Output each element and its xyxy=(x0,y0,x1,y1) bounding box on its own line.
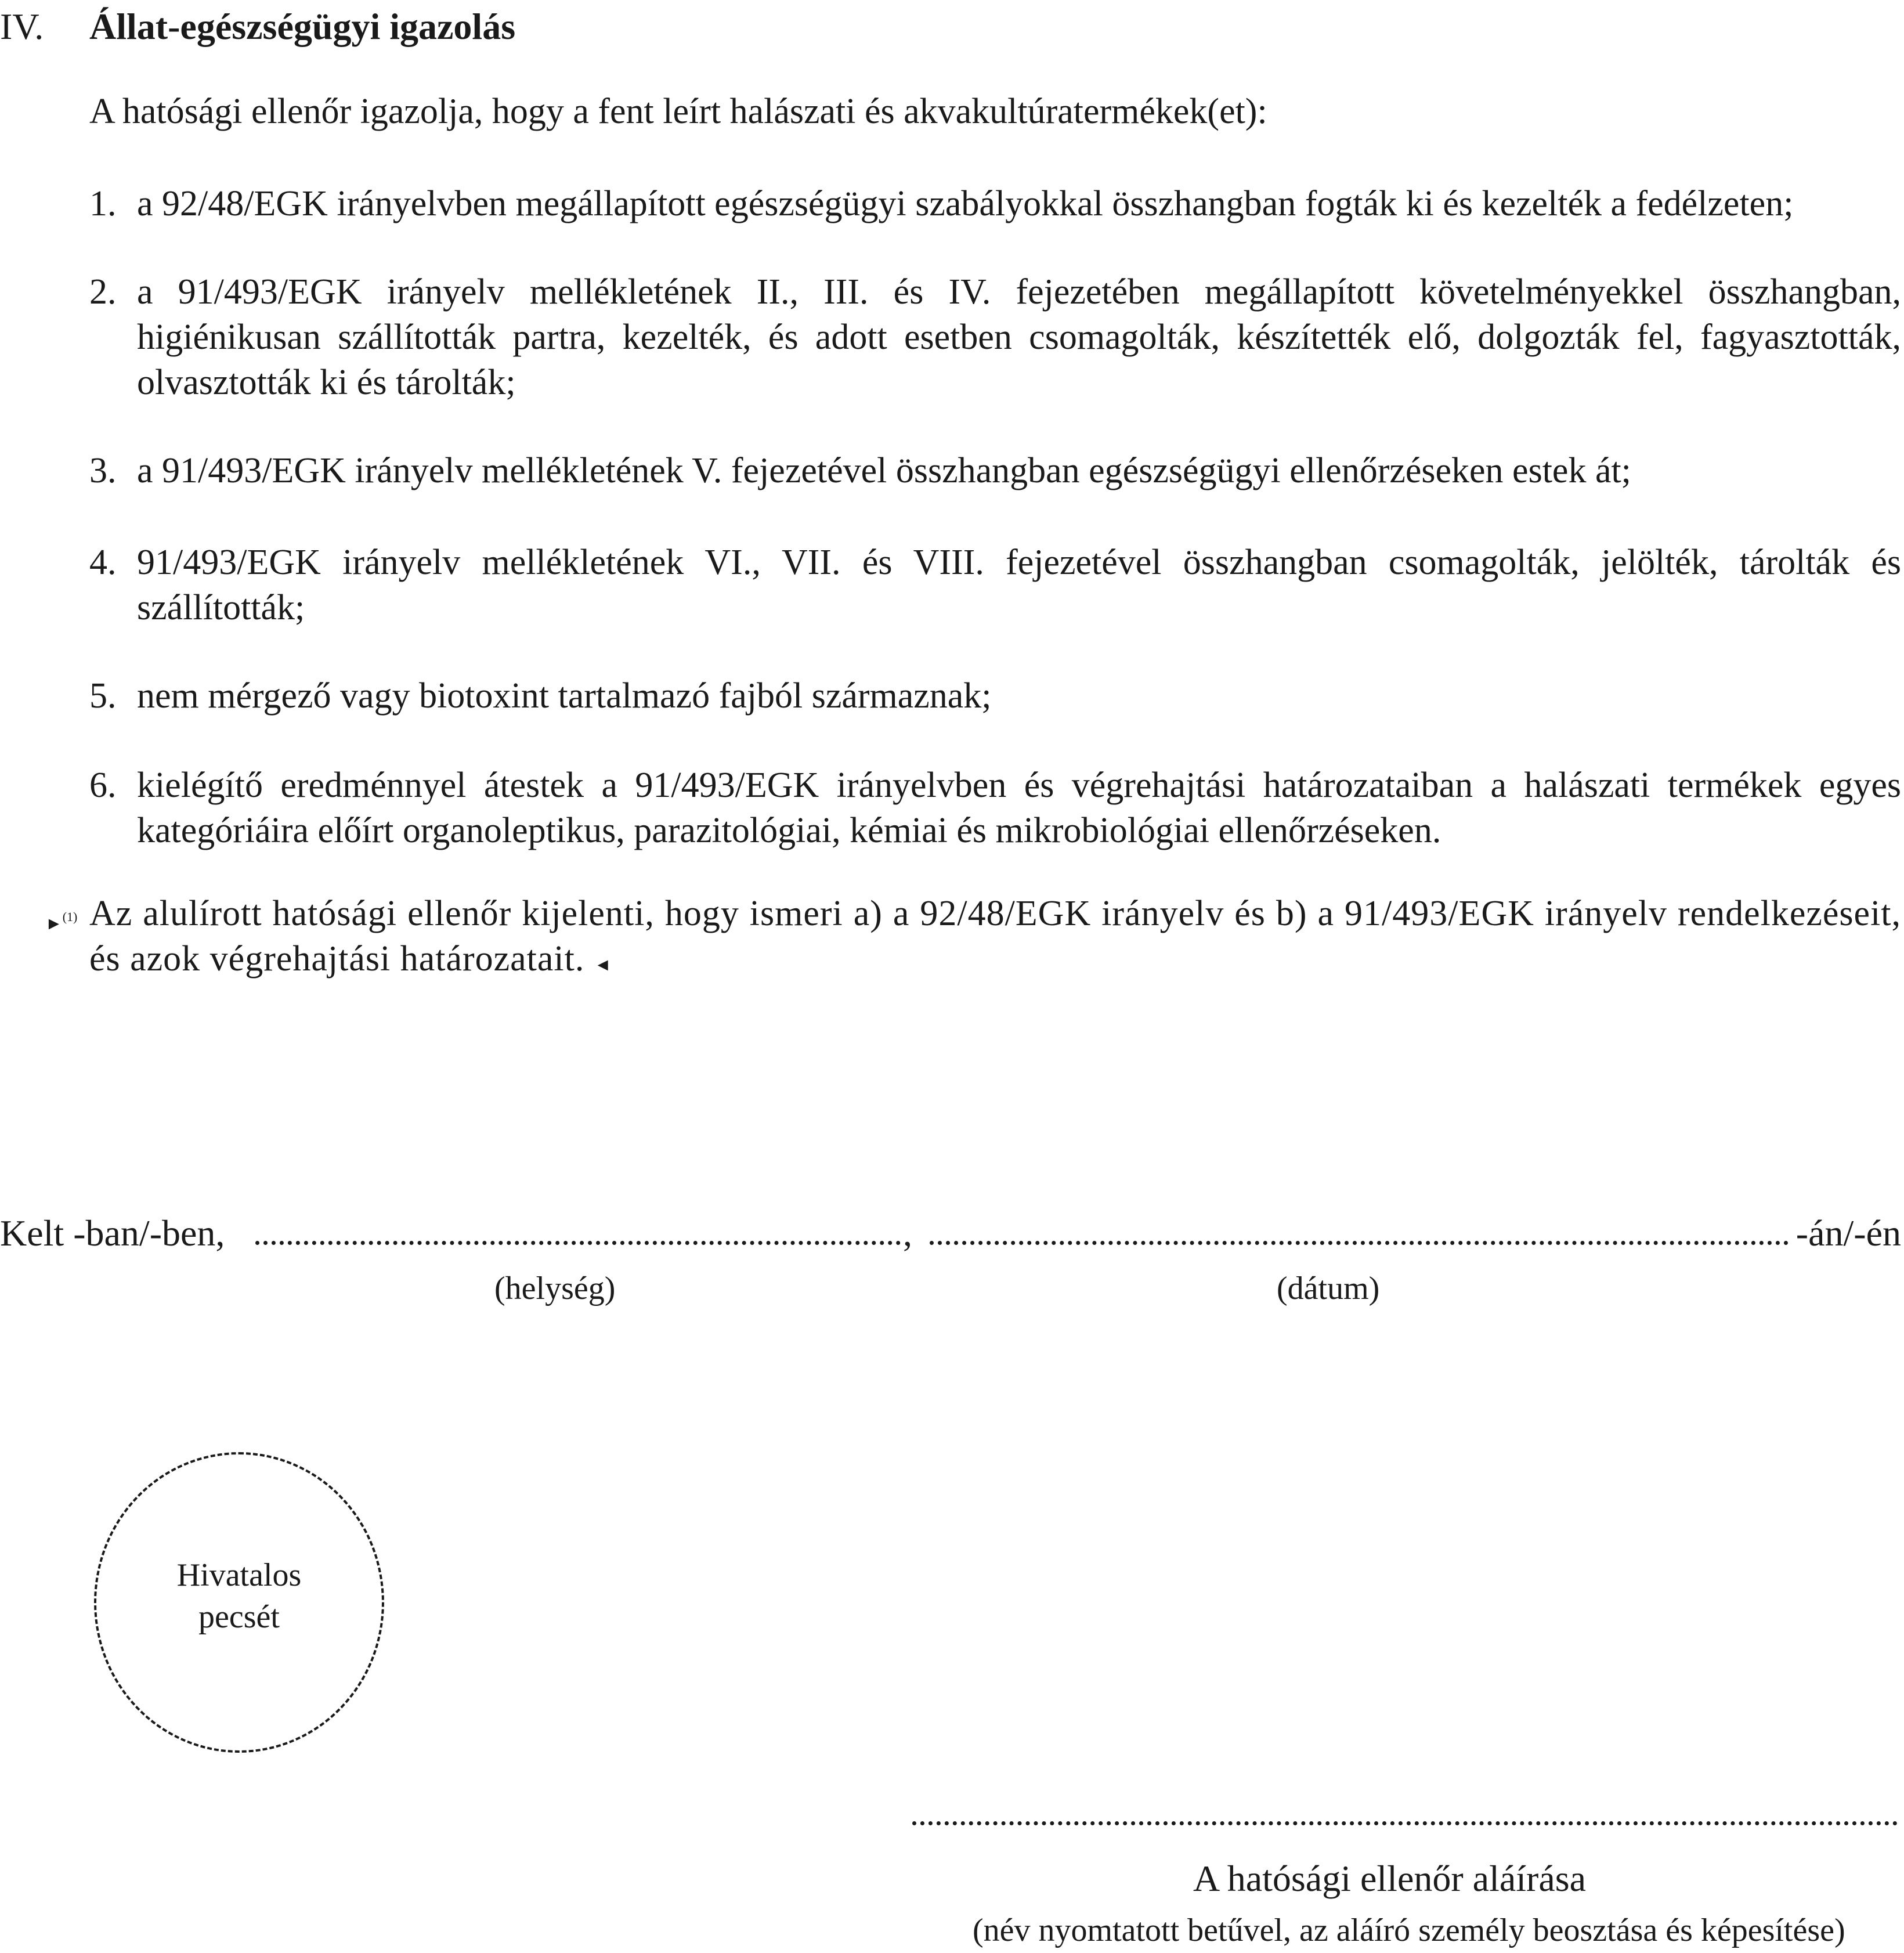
date-field[interactable] xyxy=(930,1241,1789,1245)
item-text-5 xyxy=(137,673,1901,719)
item-2-line-1: a 91/493/EGK irányelv mellékletének II., III. és IV. fejezetében megállapított követelményekkel összhangban, xyxy=(137,272,1901,312)
intro-text: A hatósági ellenőr igazolja, hogy a fent leírt halászati és akvakultúratermékek(et): xyxy=(89,92,1267,131)
item-text-1 xyxy=(137,181,1901,226)
amendment-line-2-wrap xyxy=(89,936,1901,988)
amendment-start-arrow-icon: ► xyxy=(45,914,63,933)
item-4-line-2: szállították; xyxy=(137,588,305,627)
item-6-line-2: kategóriáira előírt organoleptikus, parazitológiai, kémiai és mikrobiológiai ellenőrzéseken. xyxy=(137,811,1441,850)
item-number-1: 1. xyxy=(89,184,117,223)
item-number-6: 6. xyxy=(89,766,117,805)
stamp-label xyxy=(96,1554,382,1638)
item-2-line-2: higiénikusan szállították partra, kezelték, és adott esetben csomagolták, készítették elő, dolgozták fel, fagyasztották, xyxy=(137,317,1901,357)
kelt-suffix: -án/-én xyxy=(1795,1212,1901,1254)
item-text-2 xyxy=(137,269,1901,360)
item-1-line-1: a 92/48/EGK irányelvben megállapított egészségügyi szabályokkal összhangban fogták ki és kezelték a fedélzeten; xyxy=(137,184,1794,223)
item-3-line-1: a 91/493/EGK irányelv mellékletének V. fejezetével összhangban egészségügyi ellenőrzéseken estek át; xyxy=(137,451,1631,490)
stamp-label-line-1: Hivatalos xyxy=(176,1557,302,1593)
signature-title: A hatósági ellenőr aláírása xyxy=(1193,1858,1587,1899)
item-text-3 xyxy=(137,448,1901,493)
item-text-2-end xyxy=(137,360,1901,405)
signature-field[interactable] xyxy=(912,1821,1898,1825)
item-number-4: 4. xyxy=(89,543,117,582)
item-text-6 xyxy=(137,763,1901,808)
kelt-label: Kelt -ban/-ben, xyxy=(0,1212,225,1254)
item-6-line-1: kielégítő eredménnyel átestek a 91/493/EGK irányelvben és végrehajtási határozataiban a halászati termékek egyes xyxy=(137,766,1901,805)
amendment-line-1: Az alulírott hatósági ellenőr kijelenti, hogy ismeri a) a 92/48/EGK irányelv és b) a 91/493/EGK irányelv rendelkezéseit, xyxy=(89,894,1901,933)
signature-subtitle: (név nyomtatott betűvel, az aláíró személy beosztása és képesítése) xyxy=(973,1912,1845,1948)
date-caption: (dátum) xyxy=(1277,1270,1380,1306)
amendment-end-arrow-icon: ◄ xyxy=(594,955,612,974)
section-number: IV. xyxy=(0,6,44,47)
place-caption: (helység) xyxy=(494,1270,616,1306)
item-text-6-end xyxy=(137,808,1901,853)
kelt-comma: , xyxy=(903,1212,912,1254)
footnote-ref-link[interactable]: (1) xyxy=(62,909,78,924)
place-field[interactable] xyxy=(255,1241,901,1245)
item-2-line-3: olvasztották ki és tárolták; xyxy=(137,363,516,402)
item-5-line-1: nem mérgező vagy biotoxint tartalmazó fajból származnak; xyxy=(137,676,992,716)
item-number-3: 3. xyxy=(89,451,117,490)
place-date-line xyxy=(0,1207,1901,1259)
item-number-5: 5. xyxy=(89,676,117,716)
item-text-4 xyxy=(137,540,1901,585)
section-title: Állat-egészségügyi igazolás xyxy=(89,6,516,47)
amendment-text xyxy=(89,891,1901,988)
stamp-label-line-2: pecsét xyxy=(198,1599,280,1635)
amendment-line-2: és azok végrehajtási határozatait. xyxy=(89,939,585,979)
amendment-start-marker xyxy=(45,905,77,936)
item-text-4-end xyxy=(137,585,1901,630)
official-stamp-area xyxy=(94,1452,384,1753)
item-number-2: 2. xyxy=(89,272,117,312)
item-4-line-1: 91/493/EGK irányelv mellékletének VI., VII. és VIII. fejezetével összhangban csomagolták, jelölték, tárolták és xyxy=(137,543,1901,582)
